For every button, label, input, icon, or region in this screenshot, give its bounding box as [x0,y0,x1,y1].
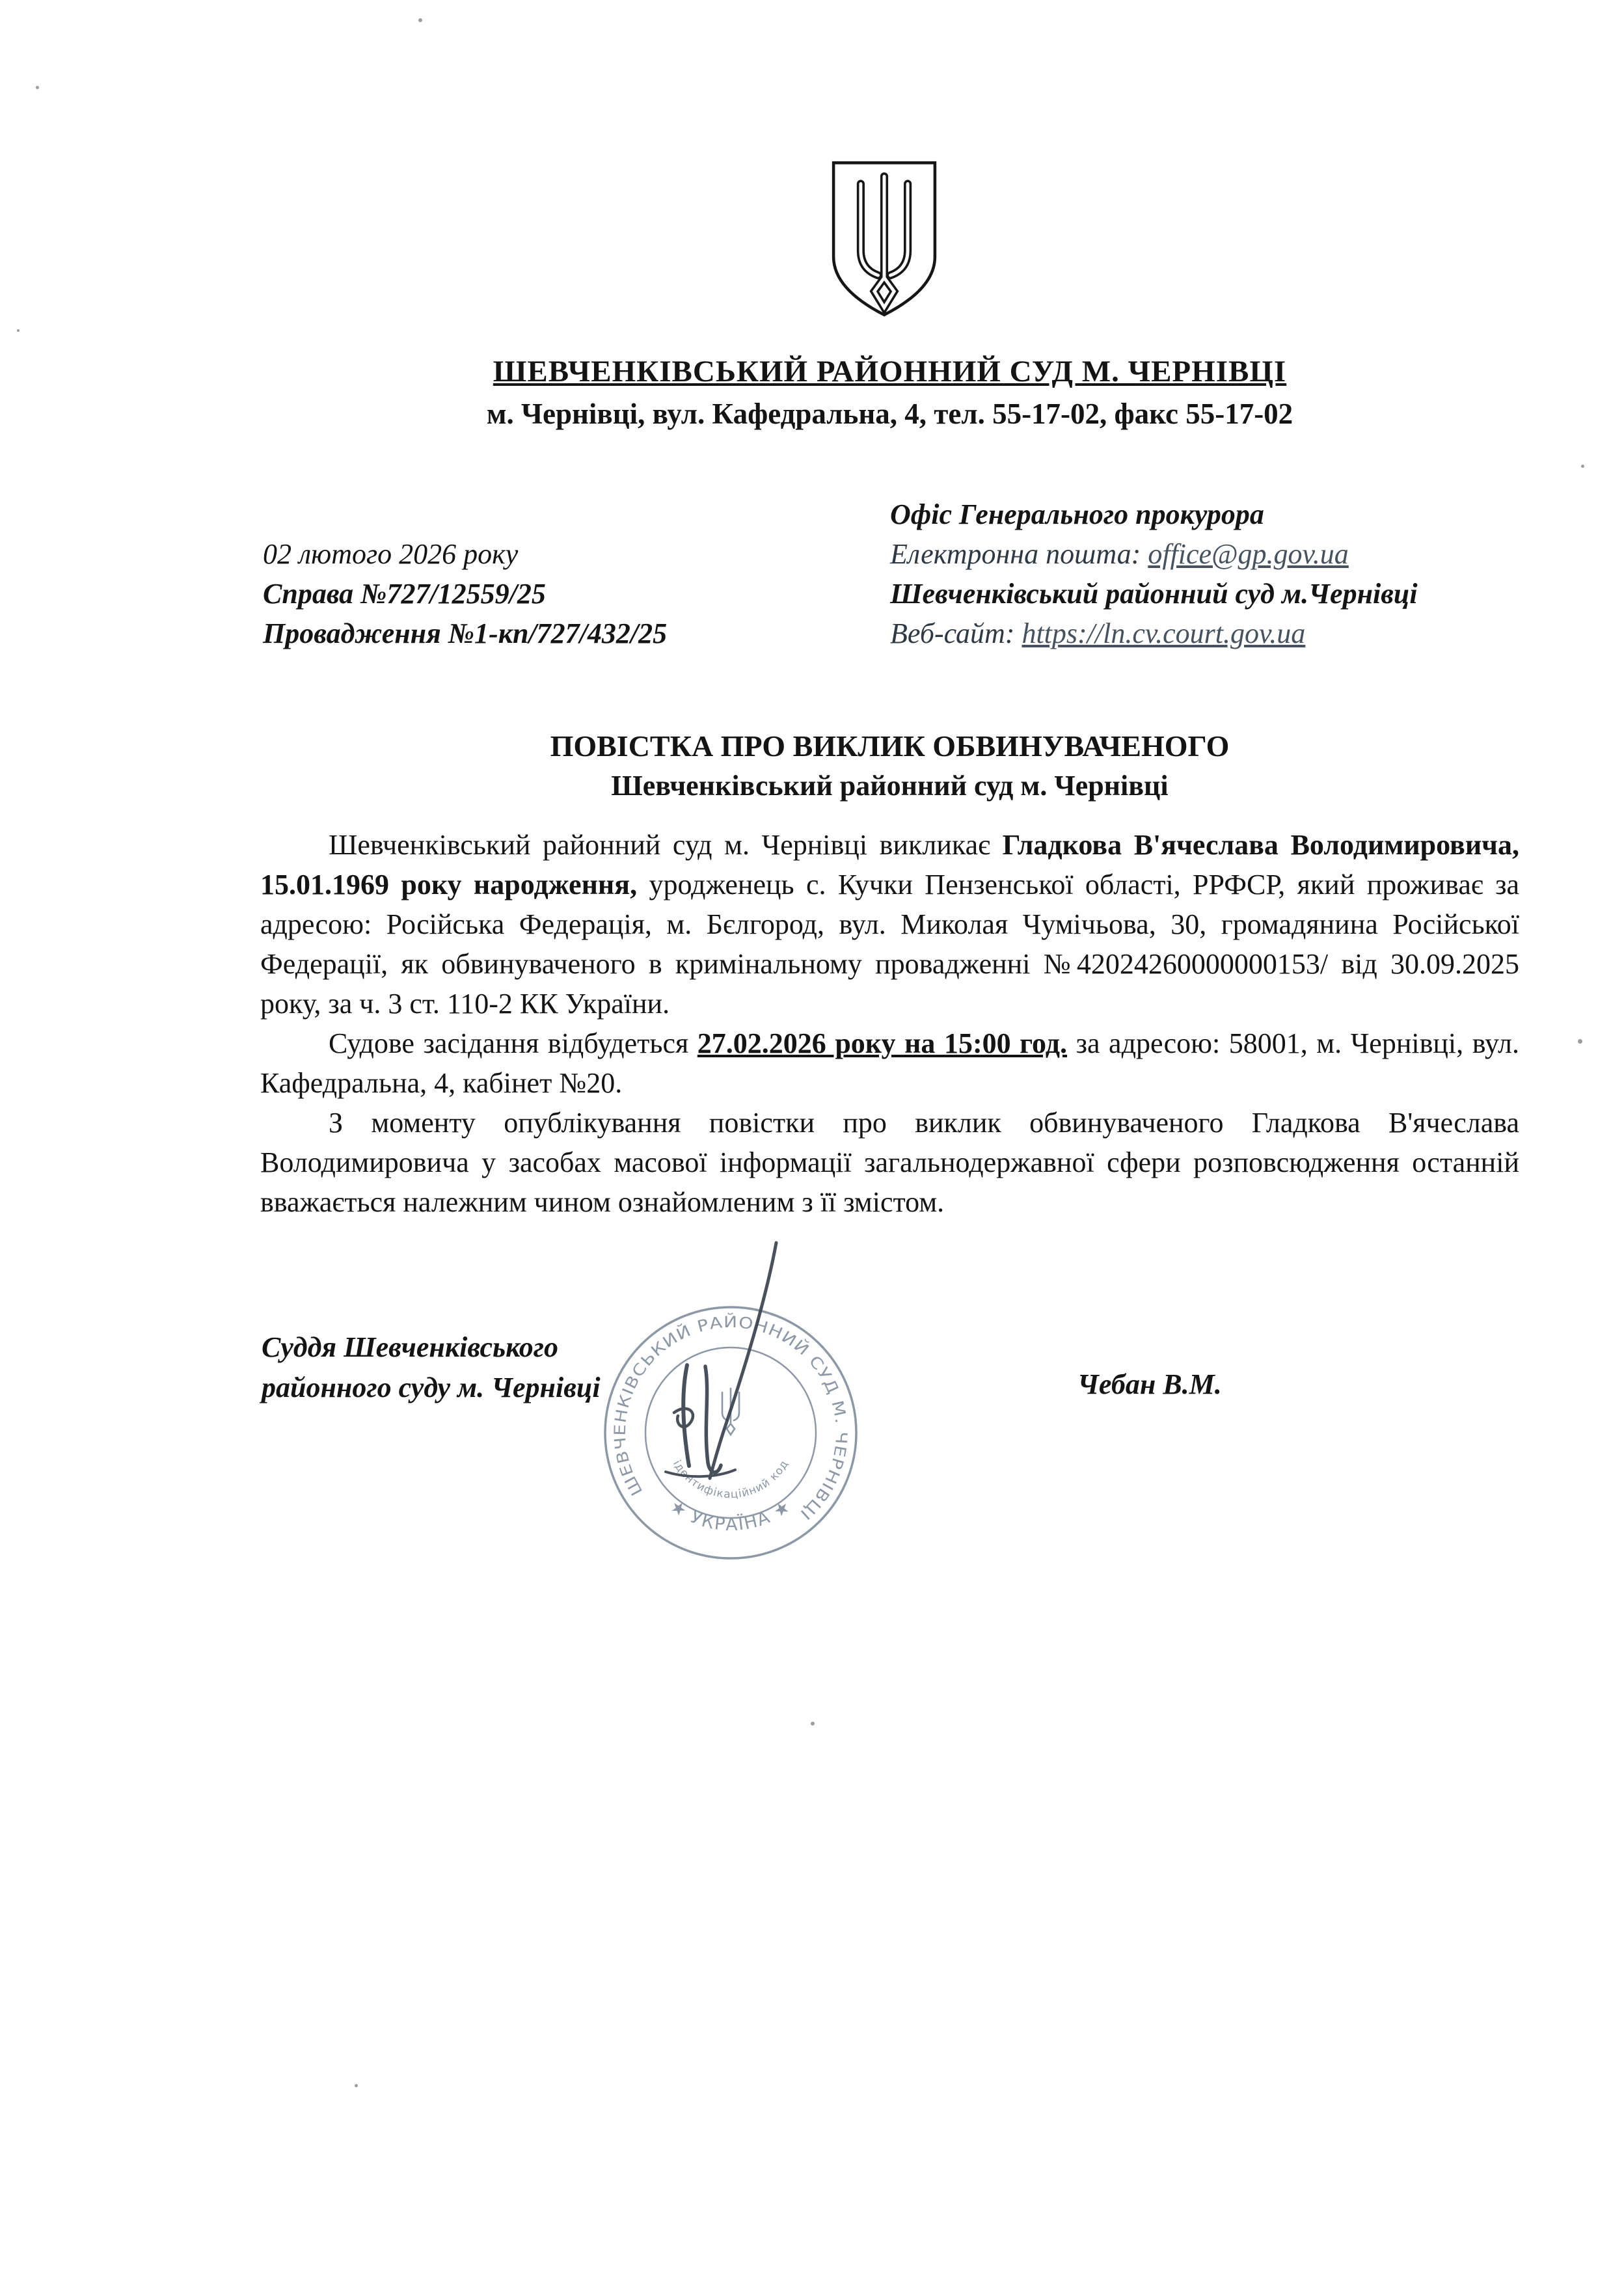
document-date: 02 лютого 2026 року [263,538,519,570]
paragraph-hearing [260,1023,1519,1103]
email-line [890,534,1418,574]
stamp-inner-text: ідентифікаційний код [670,1457,792,1502]
document-title: ПОВІСТКА ПРО ВИКЛИК ОБВИНУВАЧЕНОГО [550,729,1230,763]
p1-rest: уродженець с. Кучки Пензенської області, РРФСР, який проживає за адресою: Російська Федерація, м. Бєлгород, вул. Миколая Чумічьова, 30, громадянина Російської Федерації, як обвинуваченого в кримінальному провадженні №42024260000000153/ від 30.09.2025 року, за ч. 3 ст. 110-2 КК України. [260,869,1519,1020]
p1-lead: Шевченківський районний суд м. Чернівці викликає [329,829,1003,861]
scan-speck [1581,465,1584,468]
court-name-header: ШЕВЧЕНКІВСЬКИЙ РАЙОННИЙ СУД М. ЧЕРНІВЦІ [493,355,1287,388]
sender-court-line: Шевченківський районний суд м.Чернівці [890,578,1418,610]
document-content [260,0,1519,2289]
stamp-ring-text: ШЕВЧЕНКІВСЬКИЙ РАЙОННИЙ СУД М. ЧЕРНІВЦІ [610,1312,851,1523]
paragraph-notice: З моменту опублікування повістки про виклик обвинуваченого Гладкова В'ячеслава Володимировича у засобах масової інформації загальнодержавної сфери розповсюдження останній вважається належним чином ознайомленим з її змістом. [260,1107,1519,1218]
court-stamp [560,1217,911,1594]
scan-speck [17,329,20,332]
stamp-country-text: ★ УКРАЇНА ★ [666,1495,795,1536]
judge-name: Чебан В.М. [1077,1368,1222,1400]
document-body [260,825,1519,1222]
defendant-name-bold: Гладкова В'ячеслава Володимировича, 15.01.1969 року народження, [260,829,1519,901]
document-subtitle: Шевченківський районний суд м. Чернівці [611,770,1169,802]
ukraine-coat-of-arms-icon [822,157,946,321]
scan-speck [36,86,39,89]
judge-signature [666,1243,776,1478]
judge-title-line1: Суддя Шевченківського [262,1331,558,1363]
addressee-block [890,494,1418,653]
paragraph-summons [260,825,1519,1023]
court-address-line: м. Чернівці, вул. Кафедральна, 4, тел. 55-17-02, факс 55-17-02 [486,398,1293,430]
p2-lead: Судове засідання відбудеться [329,1027,697,1059]
website-url: https://ln.cv.court.gov.ua [1022,617,1306,649]
hearing-datetime: 27.02.2026 року на 15:00 год. [697,1027,1068,1059]
p2-rest: за адресою: 58001, м. Чернівці, вул. Кафедральна, 4, кабінет №20. [260,1027,1519,1099]
case-meta-block [263,534,667,653]
svg-text:★ УКРАЇНА ★ [666,1496,795,1535]
proceeding-number: Провадження №1-кп/727/432/25 [263,617,668,649]
email-address: office@gp.gov.ua [1148,538,1349,570]
scan-speck [1578,1039,1582,1044]
case-number: Справа №727/12559/25 [263,578,546,610]
judge-title-line2: районного суду м. Чернівці [262,1372,601,1403]
website-label: Веб-сайт: [890,617,1022,649]
addressee-name: Офіс Генерального прокурора [890,498,1264,530]
email-label: Електронна пошта: [890,538,1148,570]
website-line [890,614,1418,653]
judge-title-block [262,1327,601,1408]
svg-text:ШЕВЧЕНКІВСЬКИЙ РАЙОННИЙ СУД М. [564,1266,897,1594]
